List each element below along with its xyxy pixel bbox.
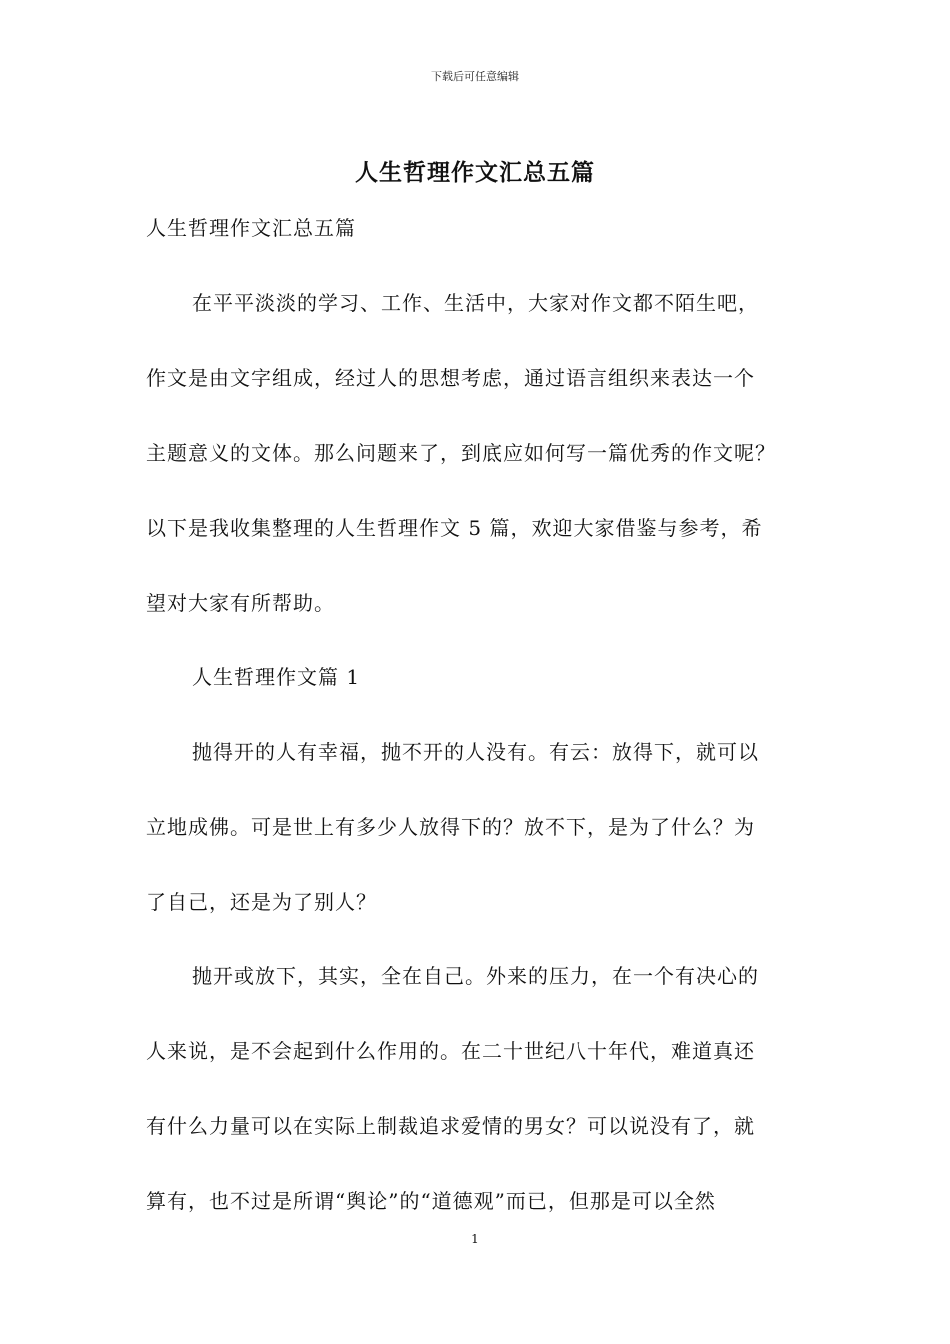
section-heading: 人生哲理作文篇 1 [192, 665, 361, 689]
paragraph-line: 主题意义的文体。那么问题来了，到底应如何写一篇优秀的作文呢？ [146, 441, 776, 465]
paragraph-line: 望对大家有所帮助。 [146, 591, 335, 615]
paragraph-line: 抛得开的人有幸福，抛不开的人没有。有云：放得下，就可以 [192, 740, 759, 764]
paragraph-line: 以下是我收集整理的人生哲理作文 5 篇，欢迎大家借鉴与参考，希 [146, 516, 763, 540]
paragraph-line: 作文是由文字组成，经过人的思想考虑，通过语言组织来表达一个 [146, 366, 755, 390]
document-title: 人生哲理作文汇总五篇 [355, 159, 595, 186]
header-note: 下载后可任意编辑 [431, 70, 519, 83]
paragraph-line: 了自己，还是为了别人？ [146, 890, 377, 914]
paragraph-line: 人来说，是不会起到什么作用的。在二十世纪八十年代，难道真还 [146, 1039, 755, 1063]
paragraph-line: 有什么力量可以在实际上制裁追求爱情的男女？可以说没有了，就 [146, 1114, 755, 1138]
paragraph-line: 立地成佛。可是世上有多少人放得下的？放不下，是为了什么？为 [146, 815, 755, 839]
paragraph-line: 算有，也不过是所谓“舆论”的“道德观”而已，但那是可以全然 [146, 1189, 716, 1213]
paragraph-line: 抛开或放下，其实，全在自己。外来的压力，在一个有决心的 [192, 964, 759, 988]
document-subtitle: 人生哲理作文汇总五篇 [146, 216, 356, 240]
paragraph-line: 在平平淡淡的学习、工作、生活中，大家对作文都不陌生吧， [192, 291, 759, 315]
page-number: 1 [471, 1232, 479, 1246]
